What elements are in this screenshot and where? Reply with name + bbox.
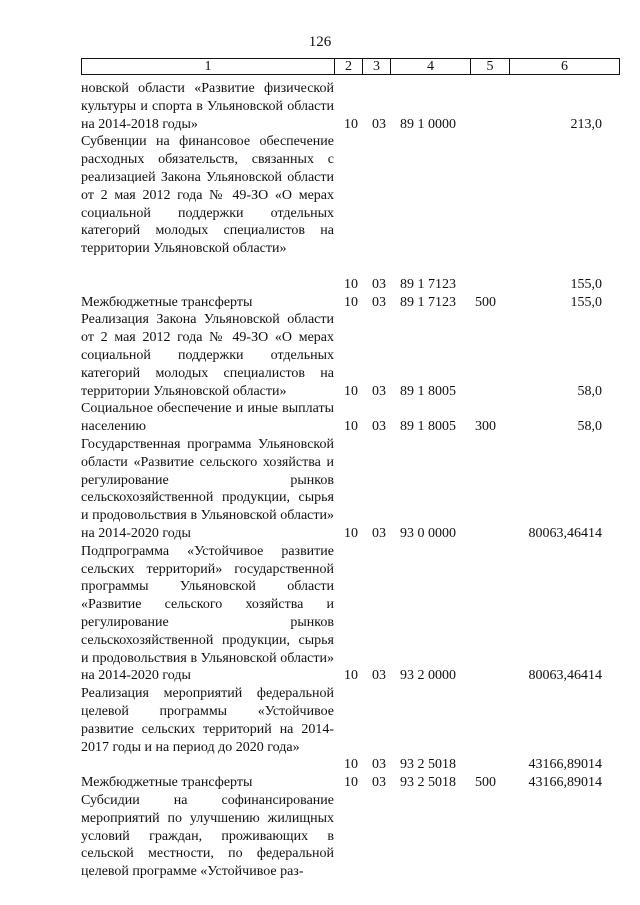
row-description: Государственная программа Ульяновской области «Развитие сельского хозяйства и регулирование рынков сельскохозяйственной продукции, сырья и продовольствия в Ульяновской области» на 2014-2020 годы xyxy=(81,437,334,541)
row-section-code: 10 xyxy=(344,757,358,773)
row-amount: 80063,46414 xyxy=(528,526,602,541)
row-section-code: 10 xyxy=(344,276,358,292)
row-description: Подпрограмма «Устойчивое развитие сельских территорий» государственной программы Ульяновской области «Развитие сельского хозяйства и регулирование рынков сельскохозяйственной продукции, сырья и продовольствия в Ульяновской области» на 2014-2020 годы xyxy=(81,543,334,684)
row-amount: 58,0 xyxy=(577,383,602,399)
row-section-code: 10 xyxy=(344,419,358,435)
row-subsection-code: 03 xyxy=(372,775,386,791)
row-target-code: 89 1 7123 xyxy=(400,294,456,310)
row-description: Межбюджетные трансферты xyxy=(81,294,253,310)
row-subsection-code: 03 xyxy=(372,116,386,132)
row-subsection-code: 03 xyxy=(372,294,386,310)
header-col-1: 1 xyxy=(82,59,335,74)
row-description: Реализация Закона Ульяновской области от 2 мая 2012 года № 49-ЗО «О мерах социальной поддержки отдельных категорий молодых специалистов на территории Ульяновской области» xyxy=(81,312,334,399)
row-description: Реализация мероприятий федеральной целевой программы «Устойчивое развитие сельских территорий на 2014-2017 годы и на период до 2020 года» xyxy=(81,686,334,755)
row-description: новской области «Развитие физической культуры и спорта в Ульяновской области на 2014-2018 годы» xyxy=(81,81,334,132)
header-col-3: 3 xyxy=(363,59,391,74)
row-description: Субсидии на софинансирование мероприятий по улучшению жилищных условий граждан, проживающих в сельской местности, по федеральной целевой программе «Устойчивое раз- xyxy=(81,793,334,880)
row-section-code: 10 xyxy=(344,294,358,310)
row-expense-type: 500 xyxy=(475,294,496,310)
row-subsection-code: 03 xyxy=(372,757,386,773)
row-target-code: 89 1 8005 xyxy=(400,383,456,399)
row-expense-type: 500 xyxy=(475,775,496,791)
row-target-code: 89 1 7123 xyxy=(400,276,456,292)
row-target-code: 89 1 0000 xyxy=(400,116,456,132)
row-target-code: 93 0 0000 xyxy=(400,526,456,541)
row-section-code: 10 xyxy=(344,775,358,791)
row-subsection-code: 03 xyxy=(372,419,386,435)
row-subsection-code: 03 xyxy=(372,668,386,684)
row-target-code: 93 2 5018 xyxy=(400,775,456,791)
row-target-code: 93 2 5018 xyxy=(400,757,456,773)
row-subsection-code: 03 xyxy=(372,526,386,541)
row-target-code: 89 1 8005 xyxy=(400,419,456,435)
row-description: Социальное обеспечение и иные выплаты населению xyxy=(81,401,334,435)
row-expense-type: 300 xyxy=(475,419,496,435)
row-target-code: 93 2 0000 xyxy=(400,668,456,684)
header-col-6: 6 xyxy=(561,59,568,74)
row-section-code: 10 xyxy=(344,668,358,684)
row-description: Субвенции на финансовое обеспечение расходных обязательств, связанных с реализацией Закона Ульяновской области от 2 мая 2012 года № 49-ЗО «О мерах социальной поддержки отдельных категорий молодых специалистов на территории Ульяновской области» xyxy=(81,134,334,257)
header-col-4: 4 xyxy=(391,59,471,74)
row-amount: 43166,89014 xyxy=(528,757,602,773)
row-amount: 80063,46414 xyxy=(528,668,602,684)
row-amount: 58,0 xyxy=(577,419,602,435)
header-col-2: 2 xyxy=(335,59,363,74)
row-amount: 43166,89014 xyxy=(528,775,602,791)
row-subsection-code: 03 xyxy=(372,276,386,292)
row-subsection-code: 03 xyxy=(372,383,386,399)
row-amount: 155,0 xyxy=(570,276,602,292)
row-description: Межбюджетные трансферты xyxy=(81,775,253,791)
header-col-5: 5 xyxy=(471,59,510,74)
row-section-code: 10 xyxy=(344,526,358,541)
table-header xyxy=(81,58,620,75)
row-section-code: 10 xyxy=(344,116,358,132)
row-amount: 155,0 xyxy=(570,294,602,310)
row-amount: 213,0 xyxy=(570,116,602,132)
row-section-code: 10 xyxy=(344,383,358,399)
page-number: 126 xyxy=(308,34,332,50)
